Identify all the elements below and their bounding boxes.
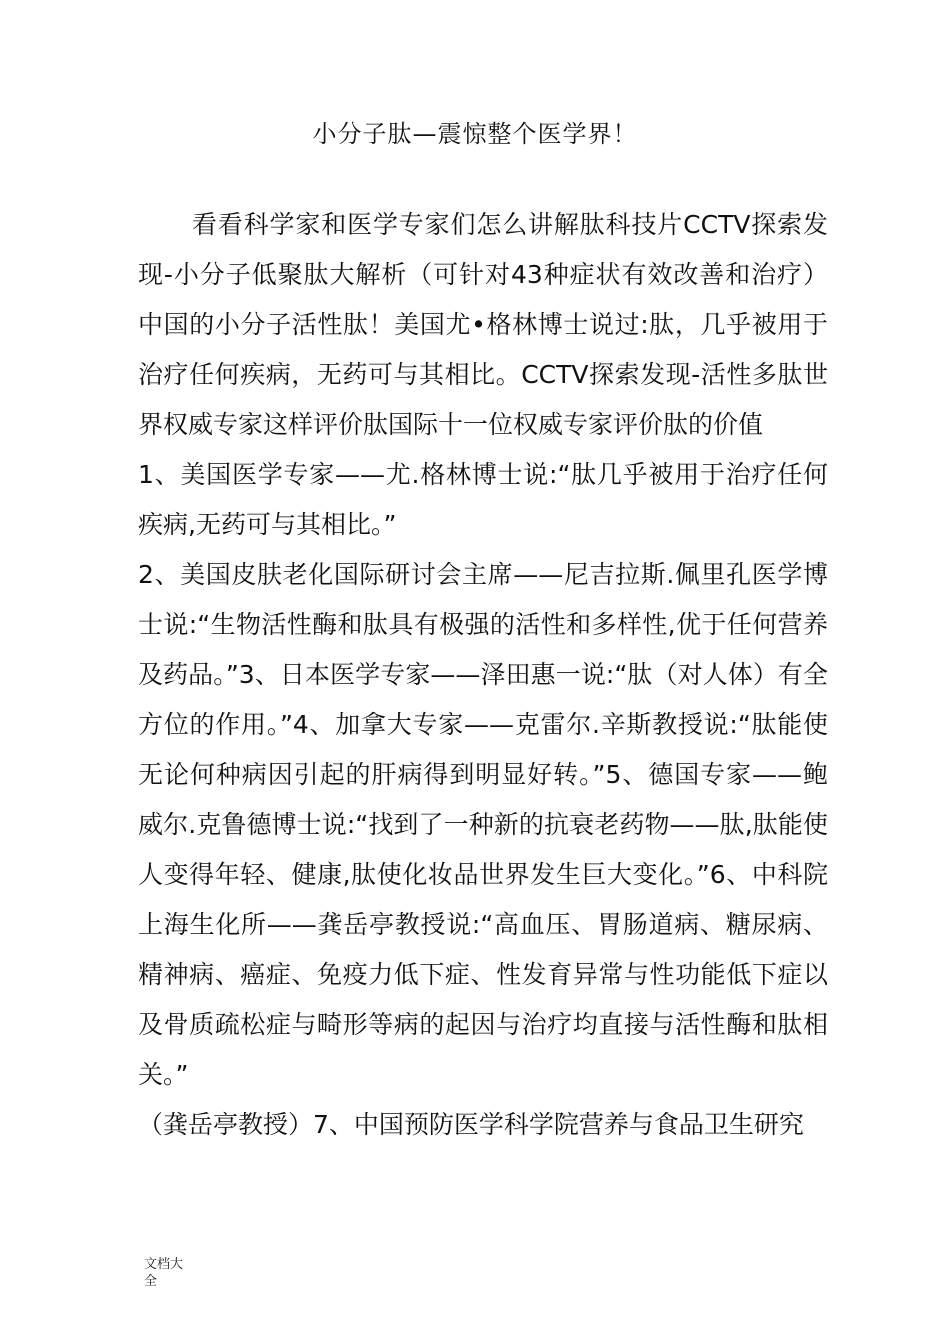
paragraph-item-7: （龚岳亭教授）7、中国预防医学科学院营养与食品卫生研究 xyxy=(138,1110,804,1139)
page-footer: 文档大全 xyxy=(144,1257,184,1289)
document-body xyxy=(138,200,828,1150)
document-title: 小分子肽—震惊整个医学界！ xyxy=(312,120,638,148)
paragraph-item-2-6: 2、美国皮肤老化国际研讨会主席——尼吉拉斯.佩里孔医学博士说:“生物活性酶和肽具有极强的活性和多样性,优于任何营养及药品。”3、日本医学专家——泽田惠一说:“肽（对人体）有全方位的作用。”4、加拿大专家——克雷尔.辛斯教授说:“肽能使无论何种病因引起的肝病得到明显好转。”5、德国专家——鲍威尔.克鲁德博士说:“找到了一种新的抗衰老药物——肽,肽能使人变得年轻、健康,肽使化妆品世界发生巨大变化。”6、中科院上海生化所——龚岳亭教授说:“高血压、胃肠道病、糖尿病、精神病、癌症、免疫力低下症、性发育异常与性功能低下症以及骨质疏松症与畸形等病的起因与治疗均直接与活性酶和肽相关。” xyxy=(138,560,828,1089)
paragraph-item-1: 1、美国医学专家——尤.格林博士说:“肽几乎被用于治疗任何疾病,无药可与其相比。” xyxy=(138,460,828,539)
intro-paragraph: 看看科学家和医学专家们怎么讲解肽科技片CCTV探索发现-小分子低聚肽大解析（可针对43种症状有效改善和治疗）中国的小分子活性肽！美国尤•格林博士说过:肽，几乎被用于治疗任何疾病，无药可与其相比。CCTV探索发现-活性多肽世界权威专家这样评价肽国际十一位权威专家评价肽的价值 xyxy=(138,210,828,439)
